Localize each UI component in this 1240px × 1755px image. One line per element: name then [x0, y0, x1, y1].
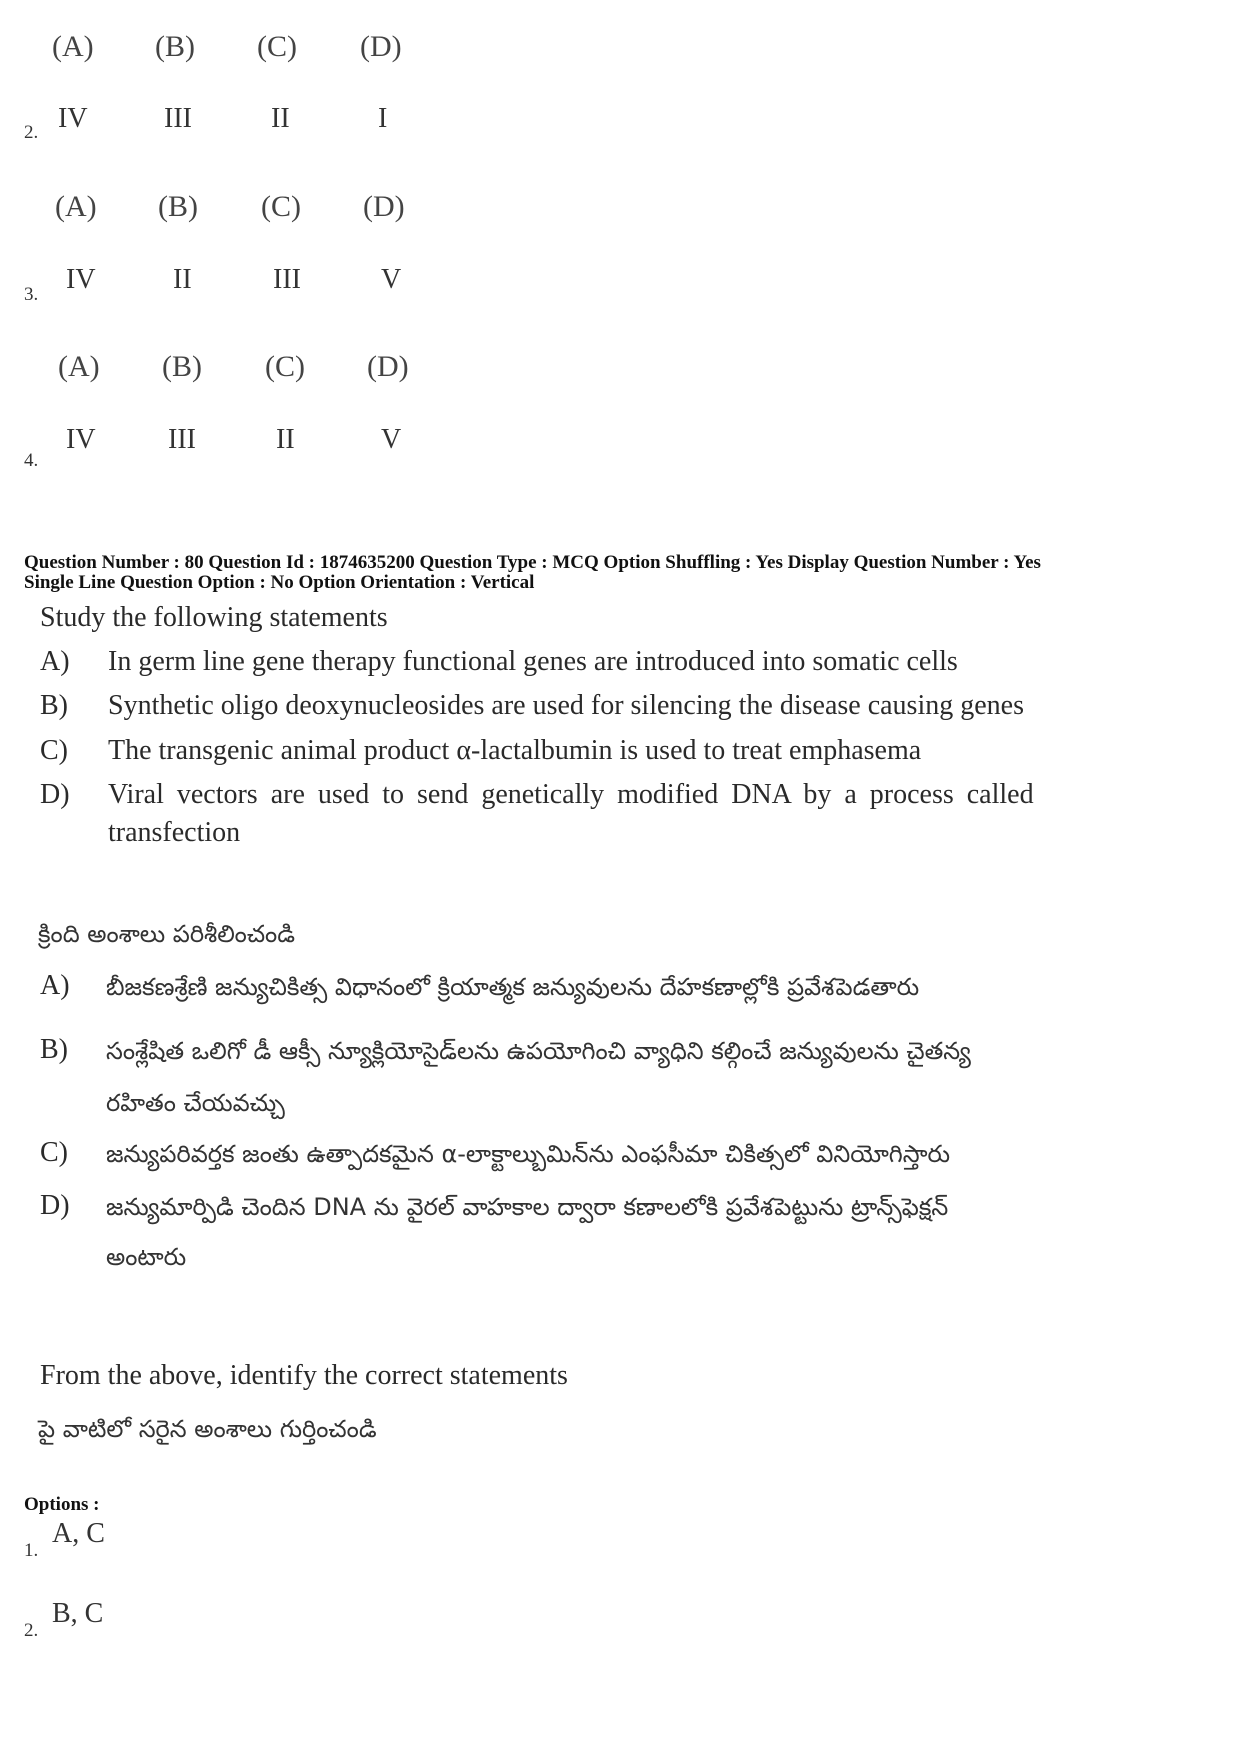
statement-label-a: A)	[40, 646, 70, 677]
question-ask-telugu: పై వాటిలో సరైన అంశాలు గుర్తించండి	[38, 1415, 377, 1443]
option-number: 1.	[24, 1540, 39, 1561]
option-value: I	[378, 103, 388, 134]
intro-telugu: క్రింది అంశాలు పరిశీలించండి	[38, 920, 295, 948]
option-value: V	[381, 264, 402, 295]
statement-b-telugu-line-2: రహితం చేయవచ్చు	[106, 1089, 285, 1117]
statement-label-d: D)	[40, 1190, 70, 1221]
statement-d-telugu-line-1: జన్యుమార్పిడి చెందిన DNA ను వైరల్ వాహకాల ద్వారా కణాలలోకి ప్రవేశపెట్టును ట్రాన్స్‌ఫెక్షన్	[106, 1193, 949, 1221]
question-meta-line-2: Single Line Question Option : No Option Orientation : Vertical	[24, 572, 535, 593]
statement-b-telugu-line-1: సంశ్లేషిత ఒలిగో డీ ఆక్సీ న్యూక్లియోసైడ్‌లను ఉపయోగించి వ్యాధిని కల్గించే జన్యువులను చైతన్య	[106, 1037, 971, 1065]
statement-label-d: D)	[40, 779, 70, 810]
options-label: Options :	[24, 1494, 100, 1515]
option-number: 3.	[24, 284, 39, 305]
option-value: III	[273, 264, 301, 295]
option-text[interactable]: B, C	[52, 1598, 104, 1629]
option-header-b: (B)	[155, 30, 195, 63]
option-header-c: (C)	[265, 350, 305, 383]
option-header-a: (A)	[58, 350, 100, 383]
option-value: II	[173, 264, 192, 295]
statement-c-english: The transgenic animal product α-lactalbumin is used to treat emphasema	[108, 735, 922, 766]
option-header-a: (A)	[55, 190, 97, 223]
statement-a-english: In germ line gene therapy functional genes are introduced into somatic cells	[108, 646, 958, 677]
statement-label-c: C)	[40, 1137, 68, 1168]
option-value: II	[276, 424, 295, 455]
option-value: IV	[66, 424, 96, 455]
question-meta-line-1: Question Number : 80 Question Id : 1874635200 Question Type : MCQ Option Shuffling : Yes Display Question Number : Yes	[24, 552, 1041, 573]
option-header-c: (C)	[257, 30, 297, 63]
option-value: II	[271, 103, 290, 134]
option-header-c: (C)	[261, 190, 301, 223]
statement-label-c: C)	[40, 735, 68, 766]
option-header-b: (B)	[158, 190, 198, 223]
statement-a-telugu: బీజకణశ్రేణి జన్యుచికిత్స విధానంలో క్రియాత్మక జన్యువులను దేహకణాల్లోకి ప్రవేశపెడతారు	[106, 973, 920, 1001]
statement-d-telugu-line-2: అంటారు	[106, 1243, 187, 1271]
option-header-d: (D)	[363, 190, 405, 223]
option-value: IV	[58, 103, 88, 134]
option-value: III	[168, 424, 196, 455]
option-text[interactable]: A, C	[52, 1518, 105, 1549]
statement-label-b: B)	[40, 690, 68, 721]
statement-d-english-line-2: transfection	[108, 817, 241, 848]
option-header-b: (B)	[162, 350, 202, 383]
statement-d-english-line-1: Viral vectors are used to send genetically modified DNA by a process called	[108, 779, 1034, 810]
statement-b-english: Synthetic oligo deoxynucleosides are used for silencing the disease causing genes	[108, 690, 1024, 721]
statement-label-a: A)	[40, 970, 70, 1001]
statement-c-telugu: జన్యుపరివర్తక జంతు ఉత్పాదకమైన α-లాక్టాల్బుమిన్‌ను ఎంఫసీమా చికిత్సలో వినియోగిస్తారు	[106, 1140, 951, 1168]
option-value: V	[381, 424, 402, 455]
option-number: 4.	[24, 450, 39, 471]
option-number: 2.	[24, 122, 39, 143]
statement-label-b: B)	[40, 1034, 68, 1065]
option-value: III	[164, 103, 192, 134]
option-value: IV	[66, 264, 96, 295]
question-ask-english: From the above, identify the correct statements	[40, 1360, 568, 1391]
option-number: 2.	[24, 1620, 39, 1641]
option-header-d: (D)	[360, 30, 402, 63]
option-header-d: (D)	[367, 350, 409, 383]
intro-english: Study the following statements	[40, 602, 388, 633]
option-header-a: (A)	[52, 30, 94, 63]
